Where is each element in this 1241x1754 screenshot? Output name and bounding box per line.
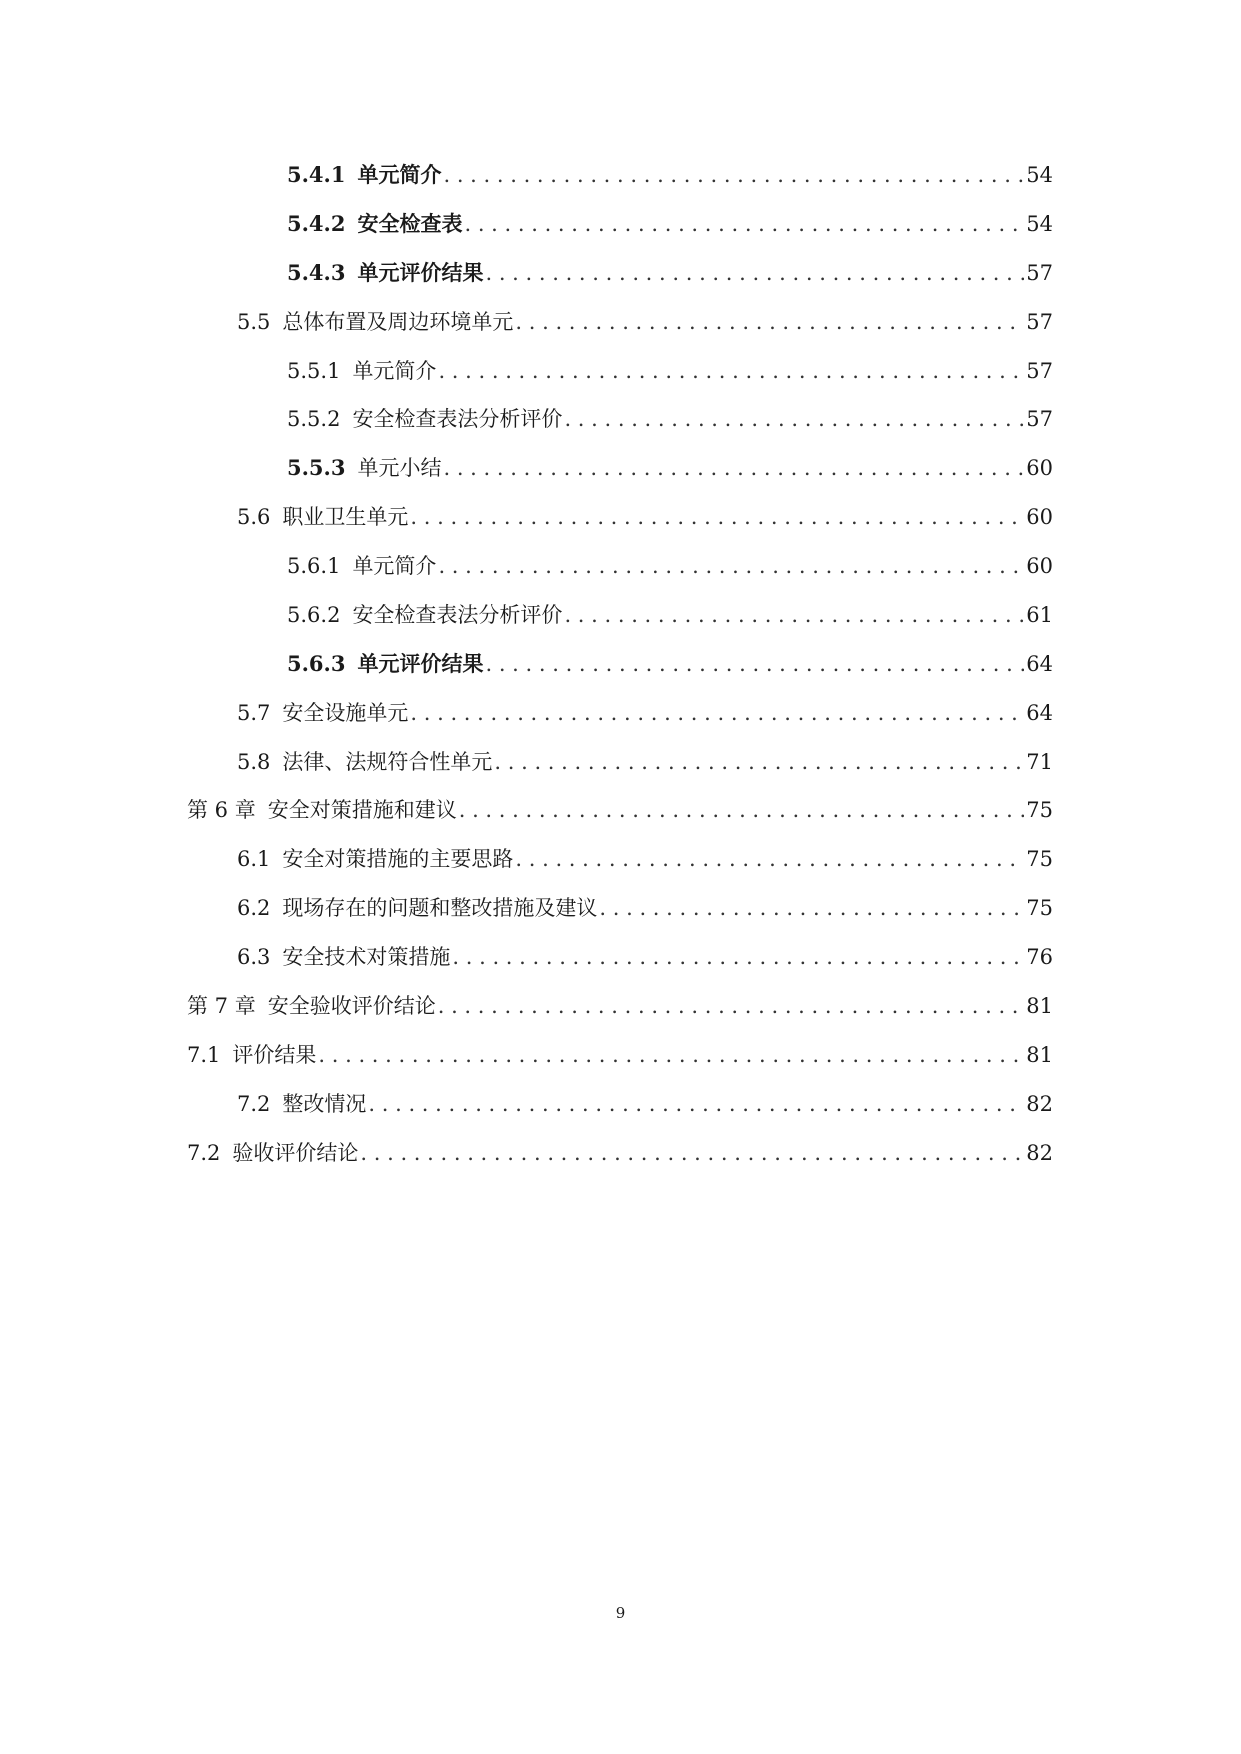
toc-entry-page: 81 [1026,994,1053,1018]
toc-entry-number: 5.7 [237,701,271,725]
toc-entry-page: 57 [1026,310,1053,334]
toc-leader-dots [494,745,1024,779]
toc-entry-number: 第 7 章 [187,994,256,1018]
toc-entry-title: 单元评价结果 [357,260,484,285]
toc-leader-dots [485,647,1024,681]
toc-entry-page: 57 [1026,407,1053,431]
toc-entry[interactable] [287,256,1053,290]
toc-entry-page: 60 [1026,554,1053,578]
toc-leader-dots [464,207,1024,241]
toc-entry[interactable] [287,158,1053,192]
toc-entry-page: 64 [1026,652,1053,676]
page-number: 9 [615,1604,626,1622]
toc-entry-title: 安全检查表法分析评价 [352,603,563,627]
toc-entry-number: 6.1 [237,847,271,871]
toc-entry-number: 第 6 章 [187,798,256,822]
toc-leader-dots [515,305,1024,339]
toc-entry[interactable] [237,1087,1053,1121]
toc-entry[interactable] [187,989,1053,1023]
toc-entry[interactable] [237,891,1053,925]
toc-entry[interactable] [187,1038,1053,1072]
toc-entry-number: 7.2 [187,1141,221,1165]
toc-entry-number: 5.6 [237,505,271,529]
toc-entry-title: 评价结果 [232,1043,317,1067]
toc-entry[interactable] [287,549,1053,583]
toc-entry-title: 整改情况 [282,1092,367,1116]
toc-entry[interactable] [187,793,1053,827]
toc-entry-title: 安全对策措施和建议 [267,798,457,822]
toc-entry-page: 75 [1026,896,1053,920]
toc-entry[interactable] [287,647,1053,681]
toc-entry-title: 安全对策措施的主要思路 [282,847,514,871]
toc-leader-dots [515,842,1024,876]
toc-entry[interactable] [237,500,1053,534]
toc-leader-dots [452,940,1024,974]
toc-entry[interactable] [287,402,1053,436]
toc-entry-title: 现场存在的问题和整改措施及建议 [282,896,598,920]
toc-entry[interactable] [237,940,1053,974]
toc-entry-number: 5.5.3 [287,455,346,480]
toc-entry-number: 5.6.2 [287,603,341,627]
toc-entry-number: 5.5.1 [287,359,341,383]
toc-entry[interactable] [237,305,1053,339]
toc-entry-page: 81 [1026,1043,1053,1067]
toc-entry[interactable] [287,354,1053,388]
toc-entry-page: 71 [1026,750,1053,774]
toc-entry-page: 64 [1026,701,1053,725]
toc-leader-dots [443,451,1024,485]
toc-leader-dots [318,1038,1024,1072]
toc-entry-title: 单元简介 [352,359,437,383]
toc-leader-dots [443,158,1024,192]
toc-entry-page: 60 [1026,456,1053,480]
toc-entry[interactable] [237,842,1053,876]
toc-leader-dots [438,354,1024,388]
toc-leader-dots [410,696,1024,730]
toc-entry-title: 安全验收评价结论 [267,994,436,1018]
toc-leader-dots [459,793,1025,827]
toc-leader-dots [485,256,1024,290]
toc-entry-page: 61 [1026,603,1053,627]
toc-entry-number: 7.1 [187,1043,221,1067]
toc-entry-page: 57 [1026,261,1053,285]
toc-leader-dots [360,1136,1024,1170]
toc-entry[interactable] [187,1136,1053,1170]
toc-entry[interactable] [287,451,1053,485]
toc-entry-number: 6.2 [237,896,271,920]
toc-entry[interactable] [237,696,1053,730]
toc-entry-title: 法律、法规符合性单元 [282,750,493,774]
toc-entry-page: 75 [1026,847,1053,871]
toc-entry-page: 57 [1026,359,1053,383]
toc-entry-number: 5.6.3 [287,651,346,676]
toc-entry-title: 单元小结 [357,456,442,480]
toc-entry-number: 7.2 [237,1092,271,1116]
toc-entry[interactable] [287,207,1053,241]
toc-entry-title: 安全检查表 [357,211,463,236]
toc-entry-page: 75 [1026,798,1053,822]
toc-leader-dots [564,598,1024,632]
toc-entry-number: 5.4.2 [287,211,346,236]
toc-leader-dots [438,549,1024,583]
toc-entry-title: 单元评价结果 [357,651,484,676]
toc-entry-number: 5.4.3 [287,260,346,285]
toc-entry-title: 单元简介 [352,554,437,578]
toc-entry-page: 82 [1026,1092,1053,1116]
toc-leader-dots [599,891,1024,925]
toc-entry-title: 总体布置及周边环境单元 [282,310,514,334]
toc-leader-dots [564,402,1024,436]
toc-entry-title: 安全技术对策措施 [282,945,451,969]
toc-entry-number: 5.8 [237,750,271,774]
toc-entry-title: 安全设施单元 [282,701,409,725]
toc-entry-number: 5.5 [237,310,271,334]
toc-entry-title: 验收评价结论 [232,1141,359,1165]
toc-entry[interactable] [287,598,1053,632]
toc-entry-title: 职业卫生单元 [282,505,409,529]
toc-entry-page: 60 [1026,505,1053,529]
toc-entry-title: 安全检查表法分析评价 [352,407,563,431]
toc-entry-number: 6.3 [237,945,271,969]
toc-entry-number: 5.4.1 [287,162,346,187]
toc-entry-page: 54 [1026,163,1053,187]
toc-leader-dots [368,1087,1024,1121]
toc-entry-number: 5.6.1 [287,554,341,578]
toc-leader-dots [438,989,1025,1023]
toc-entry-page: 54 [1026,212,1053,236]
toc-entry[interactable] [237,745,1053,779]
toc-entry-number: 5.5.2 [287,407,341,431]
toc-entry-page: 82 [1026,1141,1053,1165]
toc-entry-page: 76 [1026,945,1053,969]
toc-entry-title: 单元简介 [357,162,442,187]
toc-leader-dots [410,500,1024,534]
